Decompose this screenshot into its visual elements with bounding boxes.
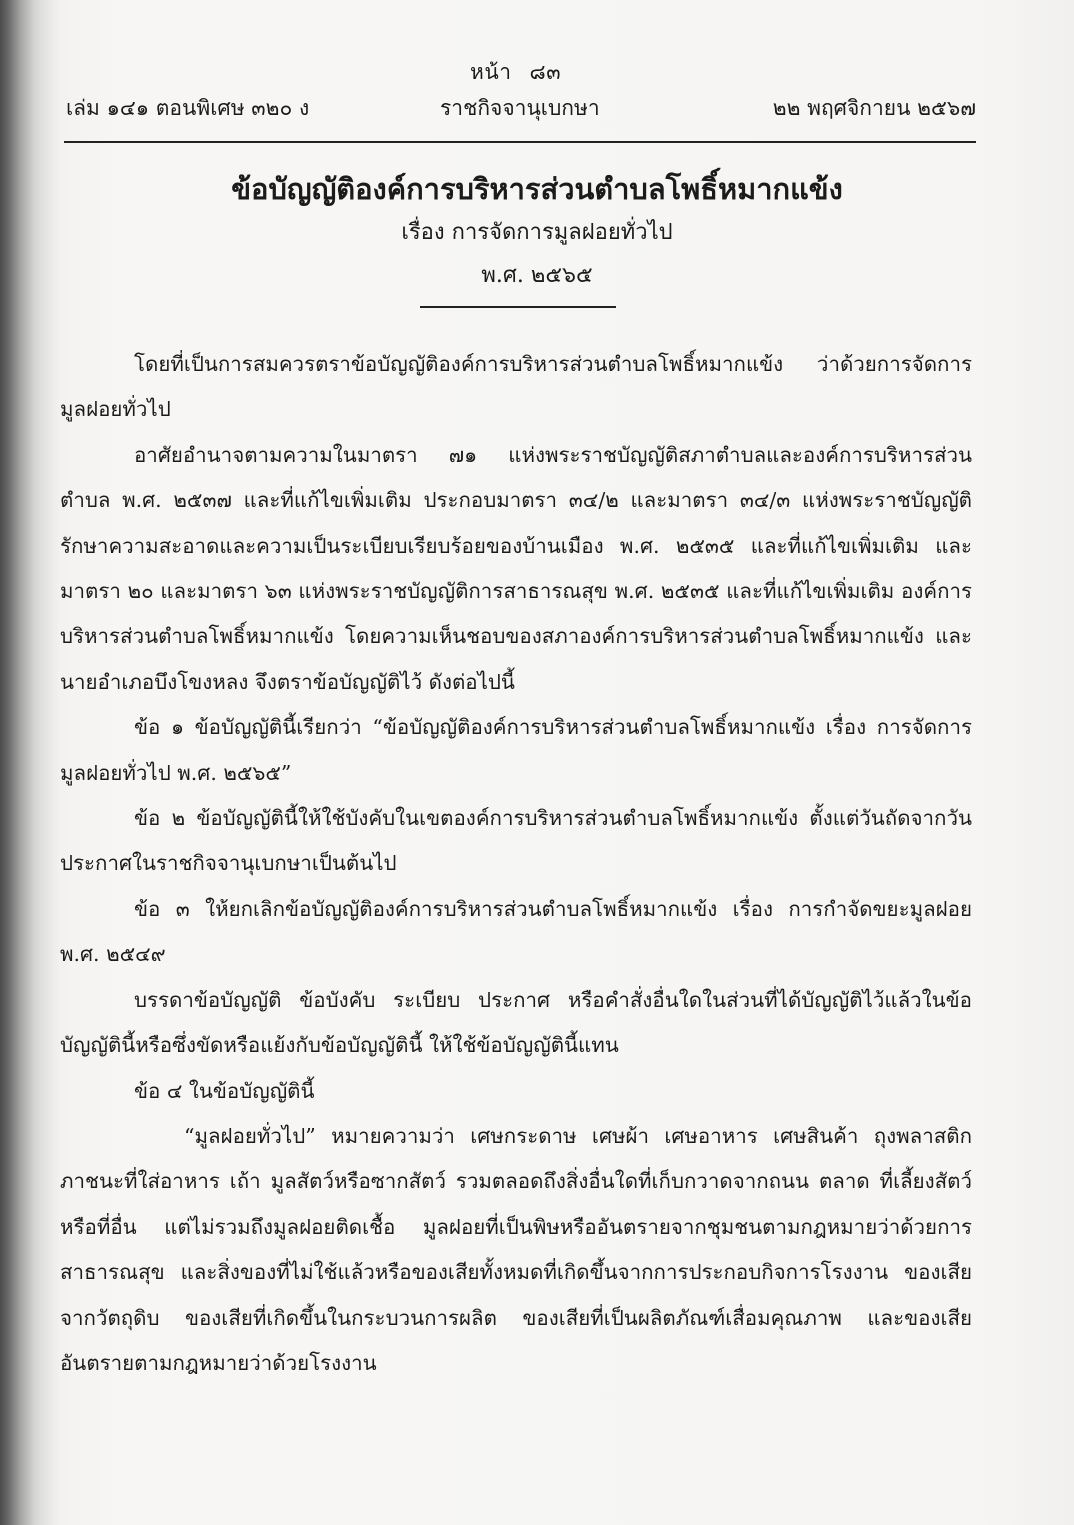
paragraph-authority: อาศัยอำนาจตามความในมาตรา ๗๑ แห่งพระราชบัญญัติสภาตำบลและองค์การบริหารส่วนตำบล พ.ศ. ๒๕๓๗ และที่แก้ไขเพิ่มเติม ประกอบมาตรา ๓๔/๒ และมาตรา ๓๔/๓ แห่งพระราชบัญญัติรักษาความสะอาดและความเป็นระเบียบเรียบร้อยของบ้านเมือง พ.ศ. ๒๕๓๕ และที่แก้ไขเพิ่มเติม และมาตรา ๒๐ และมาตรา ๖๓ แห่งพระราชบัญญัติการสาธารณสุข พ.ศ. ๒๕๓๕ และที่แก้ไขเพิ่มเติม องค์การบริหารส่วนตำบลโพธิ์หมากแข้ง โดยความเห็นชอบของสภาองค์การบริหารส่วนตำบลโพธิ์หมากแข้ง และนายอำเภอบึงโขงหลง จึงตราข้อบัญญัติไว้ ดังต่อไปนี้	[60, 442, 972, 694]
paragraph-repeal: บรรดาข้อบัญญัติ ข้อบังคับ ระเบียบ ประกาศ หรือคำสั่งอื่นใดในส่วนที่ได้บัญญัติไว้แล้วในข้อบัญญัตินี้หรือซึ่งขัดหรือแย้งกับข้อบัญญัตินี้ ให้ใช้ข้อบัญญัตินี้แทน	[60, 987, 972, 1058]
paragraph-clause-4: ข้อ ๔ ในข้อบัญญัตินี้	[134, 1078, 315, 1103]
volume-issue: เล่ม ๑๔๑ ตอนพิเศษ ๓๒๐ ง	[66, 96, 310, 120]
paragraph-clause-2: ข้อ ๒ ข้อบัญญัตินี้ให้ใช้บังคับในเขตองค์การบริหารส่วนตำบลโพธิ์หมากแข้ง ตั้งแต่วันถัดจากวันประกาศในราชกิจจานุเบกษาเป็นต้นไป	[60, 806, 972, 876]
title-divider	[420, 306, 616, 308]
document-subject: เรื่อง การจัดการมูลฝอยทั่วไป	[401, 220, 673, 245]
document-title: ข้อบัญญัติองค์การบริหารส่วนตำบลโพธิ์หมากแข้ง	[231, 172, 843, 206]
paragraph-clause-1: ข้อ ๑ ข้อบัญญัตินี้เรียกว่า “ข้อบัญญัติองค์การบริหารส่วนตำบลโพธิ์หมากแข้ง เรื่อง การจัดการมูลฝอยทั่วไป พ.ศ. ๒๕๖๕”	[60, 715, 972, 785]
publication-date: ๒๒ พฤศจิกายน ๒๕๖๗	[772, 96, 976, 120]
page-label: หน้า	[470, 60, 512, 84]
header-divider	[64, 141, 976, 143]
paragraph-preamble: โดยที่เป็นการสมควรตราข้อบัญญัติองค์การบริหารส่วนตำบลโพธิ์หมากแข้ง ว่าด้วยการจัดการมูลฝอยทั่วไป	[60, 352, 972, 422]
gazette-name: ราชกิจจานุเบกษา	[440, 96, 600, 120]
paragraph-clause-3: ข้อ ๓ ให้ยกเลิกข้อบัญญัติองค์การบริหารส่วนตำบลโพธิ์หมากแข้ง เรื่อง การกำจัดขยะมูลฝอย พ.ศ. ๒๕๔๙	[60, 896, 972, 967]
paragraph-definition: “มูลฝอยทั่วไป” หมายความว่า เศษกระดาษ เศษผ้า เศษอาหาร เศษสินค้า ถุงพลาสติก ภาชนะที่ใส่อาหาร เถ้า มูลสัตว์หรือซากสัตว์ รวมตลอดถึงสิ่งอื่นใดที่เก็บกวาดจากถนน ตลาด ที่เลี้ยงสัตว์หรือที่อื่น แต่ไม่รวมถึงมูลฝอยติดเชื้อ มูลฝอยที่เป็นพิษหรืออันตรายจากชุมชนตามกฎหมายว่าด้วยการสาธารณสุข และสิ่งของที่ไม่ใช้แล้วหรือของเสียทั้งหมดที่เกิดขึ้นจากการประกอบกิจการโรงงาน ของเสียจากวัตถุดิบ ของเสียที่เกิดขึ้นในกระบวนการผลิต ของเสียที่เป็นผลิตภัณฑ์เสื่อมคุณภาพ และของเสียอันตรายตามกฎหมายว่าด้วยโรงงาน	[60, 1123, 972, 1375]
document-body	[60, 342, 972, 1386]
document-year: พ.ศ. ๒๕๖๕	[481, 263, 593, 288]
page-number-value: ๘๓	[529, 60, 562, 84]
page-number	[470, 56, 561, 89]
